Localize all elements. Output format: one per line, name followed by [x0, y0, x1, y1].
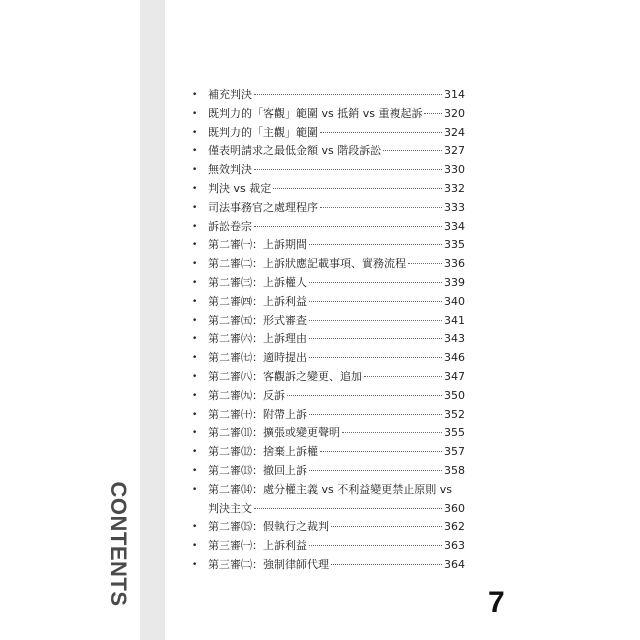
toc-entry-title: 既判力的「客觀」範圍 vs 抵銷 vs 重複起訴 [208, 106, 423, 120]
bullet-icon: • [192, 541, 198, 552]
sidebar [0, 0, 165, 640]
toc-entry[interactable] [190, 255, 465, 274]
toc-entry-title: 無效判決 [208, 163, 252, 177]
dot-leader [331, 564, 442, 565]
toc-entry[interactable] [190, 443, 465, 462]
bullet-icon: • [192, 202, 198, 213]
toc-entry-title: 第二審㈠：上訴期間 [208, 238, 307, 252]
toc-entry-page: 362 [444, 520, 465, 534]
contents-label [98, 481, 138, 607]
dot-leader [309, 244, 442, 245]
toc-entry-title: 第二審⒁：處分權主義 vs 不利益變更禁止原則 vs [208, 482, 452, 496]
toc-entry-page: 358 [444, 463, 465, 477]
toc-entry[interactable] [190, 462, 465, 481]
bullet-icon: • [192, 371, 198, 382]
toc-entry-page: 352 [444, 407, 465, 421]
page-number: 7 [488, 586, 505, 619]
bullet-icon: • [192, 90, 198, 100]
toc-entry-title-continued: 判決主文 [208, 501, 252, 515]
toc-entry-title: 第二審㈩：附帶上訴 [208, 407, 307, 421]
bullet-icon: • [192, 146, 198, 157]
toc-entry-title: 第二審⑾：擴張或變更聲明 [208, 426, 340, 440]
toc-entry-page: 327 [444, 144, 465, 158]
toc-entry-page: 363 [444, 539, 465, 553]
toc-entry-page: 339 [444, 275, 465, 289]
toc-entry-title: 既判力的「主觀」範圍 [208, 125, 318, 139]
dot-leader [254, 226, 442, 227]
toc-entry-page: 334 [444, 219, 465, 233]
dot-leader [424, 113, 442, 114]
bullet-icon: • [192, 522, 198, 533]
toc-entry-page: 343 [444, 332, 465, 346]
toc-entry[interactable] [190, 387, 465, 406]
bullet-icon: • [192, 165, 198, 176]
toc-entry-title: 訴訟卷宗 [208, 219, 252, 233]
toc-entry-title: 僅表明請求之最低金額 vs 階段訴訟 [208, 144, 382, 158]
toc-entry-title: 第二審㈤：形式審查 [208, 313, 307, 327]
toc-entry-title: 第二審㈧：客觀訴之變更、追加 [208, 369, 362, 383]
bullet-icon: • [192, 259, 198, 270]
bullet-icon: • [192, 240, 198, 251]
dot-leader [320, 132, 442, 133]
dot-leader [254, 94, 442, 95]
toc-entry[interactable] [190, 142, 465, 161]
dot-leader [254, 169, 442, 170]
toc-entry[interactable] [190, 424, 465, 443]
toc-entry-title: 第二審㈦：適時提出 [208, 351, 307, 365]
dot-leader [287, 395, 442, 396]
bullet-icon: • [192, 315, 198, 326]
toc-entry[interactable] [190, 406, 465, 425]
bullet-icon: • [192, 334, 198, 345]
bullet-icon: • [192, 296, 198, 307]
toc-entry-page: 335 [444, 238, 465, 252]
dot-leader [254, 508, 442, 509]
toc-entry[interactable] [190, 86, 465, 105]
contents-label-text: CONTENTS [106, 481, 131, 607]
bullet-icon: • [192, 353, 198, 364]
toc-entry[interactable] [190, 161, 465, 180]
dot-leader [320, 207, 442, 208]
dot-leader [383, 150, 442, 151]
dot-leader [331, 526, 442, 527]
toc-entry[interactable] [190, 481, 465, 519]
toc-entry-page: 347 [444, 369, 465, 383]
toc-entry-title: 第二審⒂：假執行之裁判 [208, 520, 329, 534]
bullet-icon: • [192, 277, 198, 288]
toc-entry-title: 判決 vs 裁定 [208, 181, 272, 195]
toc-entry-title: 第三審㈡：強制律師代理 [208, 557, 329, 571]
toc-entry-page: 364 [444, 557, 465, 571]
toc-entry[interactable] [190, 537, 465, 556]
bullet-icon: • [192, 183, 198, 194]
toc-entry[interactable] [190, 274, 465, 293]
toc-entry[interactable] [190, 368, 465, 387]
toc-entry[interactable] [190, 199, 465, 218]
toc-entry-page: 332 [444, 181, 465, 195]
bullet-icon: • [192, 465, 198, 476]
toc-entry-page: 320 [444, 106, 465, 120]
bullet-icon: • [192, 108, 198, 119]
toc-entry-title: 司法事務官之處理程序 [208, 200, 318, 214]
dot-leader [309, 414, 442, 415]
dot-leader [309, 357, 442, 358]
toc-entry-title: 第二審㈥：上訴理由 [208, 332, 307, 346]
toc-entry-title: 第二審㈨：反訴 [208, 388, 285, 402]
toc-entry-page: 324 [444, 125, 465, 139]
bullet-icon: • [192, 447, 198, 458]
toc-entry[interactable] [190, 349, 465, 368]
dot-leader [309, 301, 442, 302]
toc-entry[interactable] [190, 330, 465, 349]
toc-entry-page: 346 [444, 351, 465, 365]
toc-entry-title: 補充判決 [208, 88, 252, 101]
toc-entry-page: 333 [444, 200, 465, 214]
dot-leader [309, 338, 442, 339]
toc-entry-page: 330 [444, 163, 465, 177]
toc-entry[interactable] [190, 105, 465, 124]
toc-entry-page: 341 [444, 313, 465, 327]
bullet-icon: • [192, 559, 198, 570]
dot-leader [309, 545, 442, 546]
table-of-contents [190, 86, 465, 575]
toc-entry[interactable] [190, 236, 465, 255]
toc-entry[interactable] [190, 293, 465, 312]
toc-entry-title: 第三審㈠：上訴利益 [208, 539, 307, 553]
toc-entry-page: 357 [444, 445, 465, 459]
toc-entry-page: 355 [444, 426, 465, 440]
dot-leader [364, 376, 442, 377]
toc-entry-title: 第二審㈡：上訴狀應記載事項、實務流程 [208, 257, 406, 271]
toc-entry-page: 360 [444, 501, 465, 515]
bullet-icon: • [192, 484, 198, 495]
toc-entry-page: 350 [444, 388, 465, 402]
toc-entry-title: 第二審㈣：上訴利益 [208, 294, 307, 308]
toc-entry[interactable] [190, 312, 465, 331]
toc-entry-title: 第二審⒀：撤回上訴 [208, 463, 307, 477]
bullet-icon: • [192, 409, 198, 420]
dot-leader [273, 188, 442, 189]
toc-entry-page: 340 [444, 294, 465, 308]
toc-entry-page: 336 [444, 257, 465, 271]
bullet-icon: • [192, 221, 198, 232]
toc-entry-title: 第二審⑿：捨棄上訴權 [208, 445, 318, 459]
bullet-icon: • [192, 428, 198, 439]
dot-leader [309, 470, 442, 471]
toc-entry[interactable] [190, 124, 465, 143]
bullet-icon: • [192, 127, 198, 138]
bullet-icon: • [192, 390, 198, 401]
dot-leader [342, 432, 442, 433]
dot-leader [309, 320, 442, 321]
dot-leader [320, 451, 442, 452]
toc-entry-page: 314 [444, 88, 465, 101]
toc-entry-title: 第二審㈢：上訴權人 [208, 275, 307, 289]
dot-leader [309, 282, 442, 283]
toc-entry[interactable] [190, 180, 465, 199]
toc-entry[interactable] [190, 518, 465, 537]
toc-entry[interactable] [190, 556, 465, 575]
sidebar-strip [140, 0, 165, 640]
toc-entry[interactable] [190, 218, 465, 237]
dot-leader [408, 263, 442, 264]
